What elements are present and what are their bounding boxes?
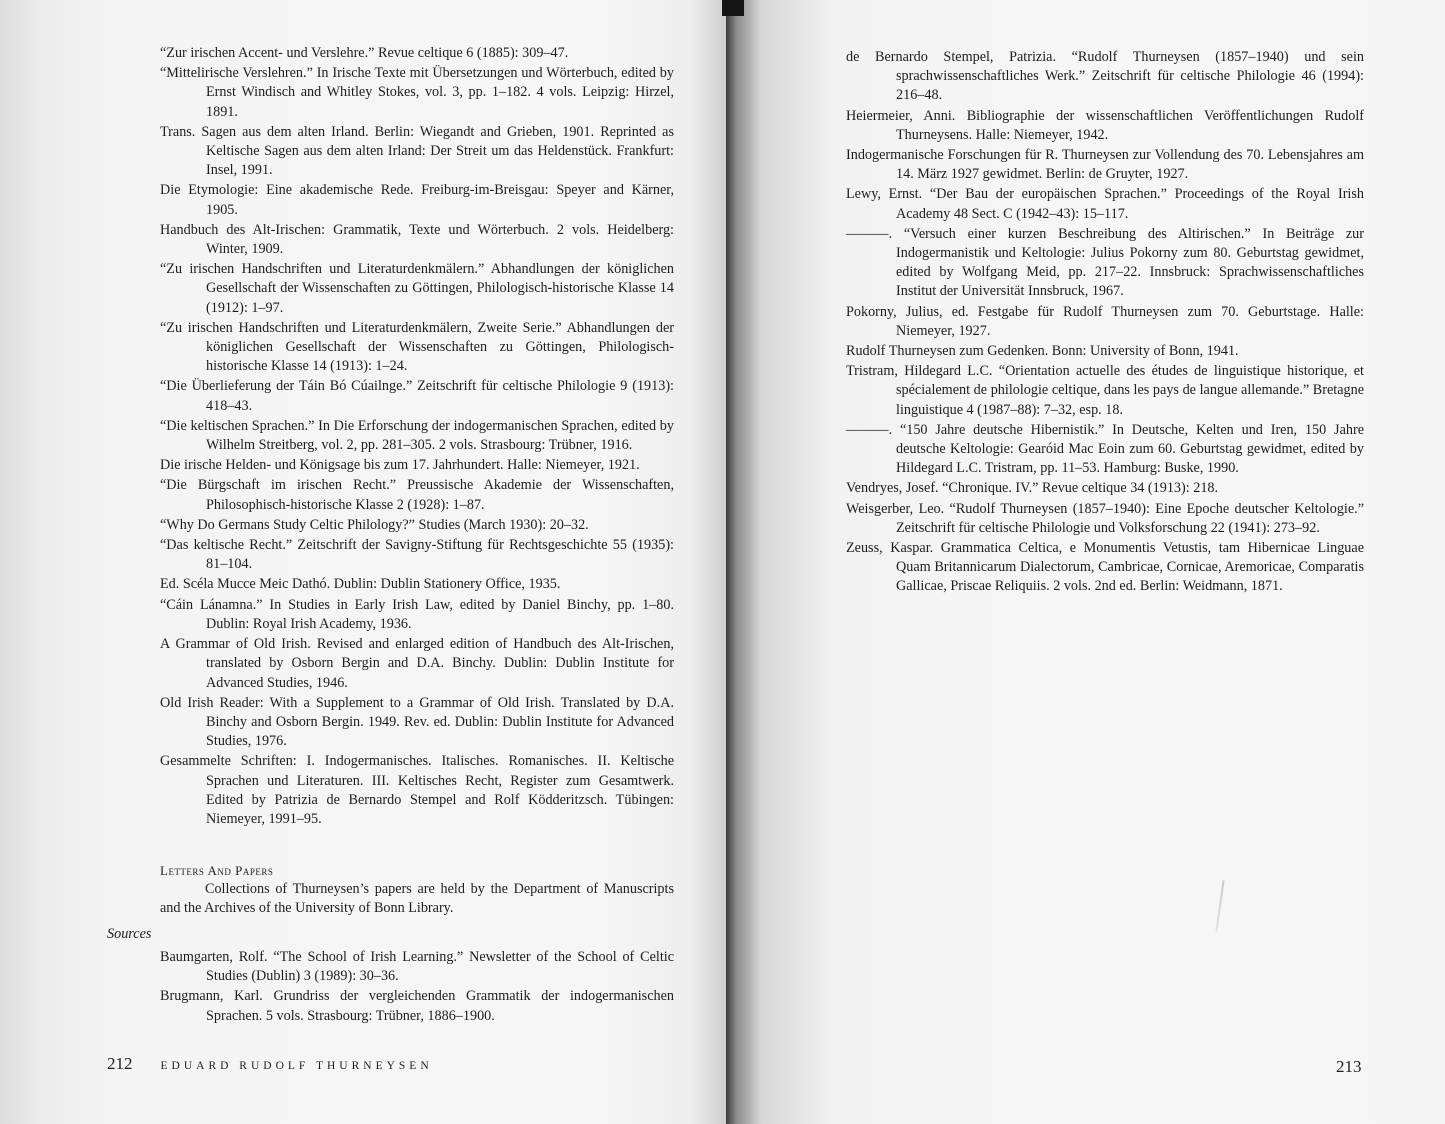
bib-entry: Die irische Helden- und Königsage bis zum 17. Jahrhundert. Halle: Niemeyer, 1921. — [160, 457, 640, 474]
bib-entry: Zeuss, Kaspar. Grammatica Celtica, e Monumentis Vetustis, tam Hibernicae Linguae Quam Britannicarum Dialectorum, Cambricae, Cornicae, Aremoricae, Comparatis Gallicae, Priscae Reliquiis. 2 vols. 2nd ed. Berlin: Weidmann, 1871. — [846, 540, 1364, 595]
bib-entry: Die Etymologie: Eine akademische Rede. Freiburg-im-Breisgau: Speyer and Kärner, 1905. — [160, 182, 674, 218]
bib-entry: “Zur irischen Accent- und Verslehre.” Revue celtique 6 (1885): 309–47. — [160, 45, 569, 61]
bib-entry: “Mittelirische Verslehren.” In Irische Texte mit Übersetzungen und Wörterbuch, edited by Ernst Windisch and Whitley Stokes, vol. 3, pp. 1–182. 4 vols. Leipzig: Hirzel, 1891. — [160, 65, 674, 120]
bib-entry: Ed. Scéla Mucce Meic Dathó. Dublin: Dublin Stationery Office, 1935. — [160, 576, 561, 593]
left-page-footer — [107, 1054, 433, 1074]
bib-entry: “Die Überlieferung der Táin Bó Cúailnge.” Zeitschrift für celtische Philologie 9 (1913): 418–43. — [160, 378, 674, 414]
bib-entry: “Zu irischen Handschriften und Literaturdenkmälern.” Abhandlungen der königlichen Gesellschaft der Wissenschaften zu Göttingen, Philologisch-historische Klasse 14 (1912): 1–97. — [160, 261, 674, 316]
page-number: 212 — [107, 1054, 133, 1073]
sources-heading: Sources — [107, 926, 152, 942]
bib-entry: ———. “150 Jahre deutsche Hibernistik.” In Deutsche, Kelten und Iren, 150 Jahre deutsche Keltologie: Gearóid Mac Eoin zum 60. Geburtstag gewidmet, edited by Hildegard L.C. Tristram, pp. 11–53. Hamburg: Buske, 1990. — [846, 421, 1364, 477]
bib-entry: Rudolf Thurneysen zum Gedenken. Bonn: University of Bonn, 1941. — [846, 343, 1239, 360]
bib-entry: Handbuch des Alt-Irischen: Grammatik, Texte und Wörterbuch. 2 vols. Heidelberg: Winter, 1909. — [160, 221, 674, 258]
letters-heading: Letters And Papers — [160, 863, 274, 879]
source-entry: Baumgarten, Rolf. “The School of Irish Learning.” Newsletter of the School of Celtic Studies (Dublin) 3 (1989): 30–36. — [160, 949, 674, 985]
bib-entry: “Cáin Lánamna.” In Studies in Early Irish Law, edited by Daniel Binchy, pp. 1–80. Dublin: Royal Irish Academy, 1936. — [160, 596, 674, 632]
bib-entry: Heiermeier, Anni. Bibliographie der wissenschaftlichen Veröffentlichungen Rudolf Thurneysens. Halle: Niemeyer, 1942. — [846, 107, 1364, 143]
bib-entry: Old Irish Reader: With a Supplement to a Grammar of Old Irish. Translated by D.A. Binchy and Osborn Bergin. 1949. Rev. ed. Dublin: Dublin Institute for Advanced Studies, 1976. — [160, 694, 674, 750]
bib-entry: Pokorny, Julius, ed. Festgabe für Rudolf Thurneysen zum 70. Geburtstage. Halle: Niemeyer, 1927. — [846, 303, 1364, 339]
sources-list — [160, 948, 674, 1027]
bib-entry: “Die Bürgschaft im irischen Recht.” Preussische Akademie der Wissenschaften, Philosophisch-historische Klasse 2 (1928): 1–87. — [160, 477, 674, 513]
letters-paragraph: Collections of Thurneysen’s papers are held by the Department of Manuscripts and the Archives of the University of Bonn Library. — [160, 881, 674, 917]
bib-entry: Gesammelte Schriften: I. Indogermanisches. Italisches. Romanisches. II. Keltische Sprachen und Literaturen. III. Keltisches Recht, Register zum Gesamtwerk. Edited by Patrizia de Bernardo Stempel and Rolf Ködderitzsch. Tübingen: Niemeyer, 1991–95. — [160, 753, 674, 827]
bib-entry: “Das keltische Recht.” Zeitschrift der Savigny-Stiftung für Rechtsgeschichte 55 (1935): 81–104. — [160, 537, 674, 573]
left-bibliography — [160, 44, 674, 919]
bib-entry: Lewy, Ernst. “Der Bau der europäischen Sprachen.” Proceedings of the Royal Irish Academy 48 Sect. C (1942–43): 15–117. — [846, 186, 1364, 222]
bib-entry: Indogermanische Forschungen für R. Thurneysen zur Vollendung des 70. Lebensjahres am 14. März 1927 gewidmet. Berlin: de Gruyter, 1927. — [846, 147, 1364, 183]
bib-entry: Vendryes, Josef. “Chronique. IV.” Revue celtique 34 (1913): 218. — [846, 480, 1219, 497]
bib-entry: “Zu irischen Handschriften und Literaturdenkmälern, Zweite Serie.” Abhandlungen der königlichen Gesellschaft der Wissenschaften zu Göttingen, Philologisch-historische Klasse 14 (1913): 1–24. — [160, 319, 674, 375]
gutter-shadow — [722, 0, 744, 16]
bib-entry: “Die keltischen Sprachen.” In Die Erforschung der indogermanischen Sprachen, edited by Wilhelm Streitberg, vol. 2, pp. 281–305. 2 vols. Strasbourg: Trübner, 1916. — [160, 417, 674, 454]
bib-entry: “Why Do Germans Study Celtic Philology?” Studies (March 1930): 20–32. — [160, 516, 589, 533]
right-page-number: 213 — [1336, 1057, 1362, 1076]
running-head: EDUARD RUDOLF THURNEYSEN — [160, 1060, 433, 1072]
source-entry: Brugmann, Karl. Grundriss der vergleichenden Grammatik der indogermanischen Sprachen. 5 vols. Strasbourg: Trübner, 1886–1900. — [160, 988, 674, 1024]
bib-entry: ———. “Versuch einer kurzen Beschreibung des Altirischen.” In Beiträge zur Indogermanistik und Keltologie: Julius Pokorny zum 80. Geburtstag gewidmet, edited by Wolfgang Meid, pp. 217–22. Innsbruck: Sprachwissenschaftliches Institut der Universität Innsbruck, 1967. — [846, 225, 1364, 300]
bib-entry: A Grammar of Old Irish. Revised and enlarged edition of Handbuch des Alt-Irischen, translated by Osborn Bergin and D.A. Binchy. Dublin: Dublin Institute for Advanced Studies, 1946. — [160, 636, 674, 691]
right-bibliography — [846, 48, 1364, 598]
bib-entry: de Bernardo Stempel, Patrizia. “Rudolf Thurneysen (1857–1940) und sein sprachwissenschaftliches Werk.” Zeitschrift für celtische Philologie 46 (1994): 216–48. — [846, 49, 1364, 104]
bib-entry: Trans. Sagen aus dem alten Irland. Berlin: Wiegandt and Grieben, 1901. Reprinted as Keltische Sagen aus dem alten Irland: Der Streit um das Heldenstück. Frankfurt: Insel, 1991. — [160, 123, 674, 179]
bib-entry: Weisgerber, Leo. “Rudolf Thurneysen (1857–1940): Eine Epoche deutscher Keltologie.” Zeitschrift für celtische Philologie und Volksforschung 22 (1941): 273–92. — [846, 500, 1364, 536]
bib-entry: Tristram, Hildegard L.C. “Orientation actuelle des études de linguistique historique, et spécialement de philologie celtique, dans les pays de langue allemande.” Bretagne linguistique 4 (1987–88): 7–32, esp. 18. — [846, 363, 1364, 418]
